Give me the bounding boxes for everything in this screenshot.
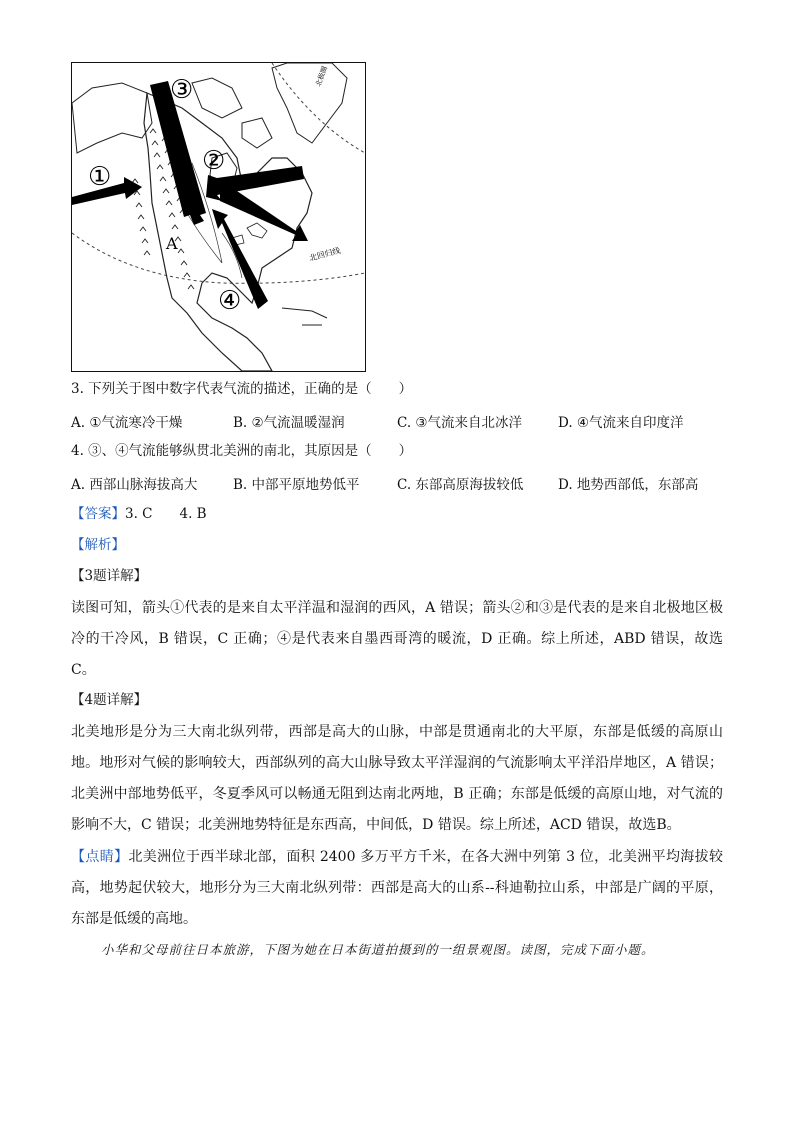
greenland-outline [272, 63, 347, 143]
question-3-option-a: A. ①气流寒冷干燥 [71, 415, 183, 431]
great-lakes-outline [232, 223, 267, 245]
arctic-islands-outline [192, 78, 272, 148]
question-3-stem: 3. 下列关于图中数字代表气流的描述，正确的是（ ） [71, 381, 413, 397]
north-america-airflow-map [71, 62, 366, 372]
answer-tag: 【答案】 [71, 506, 125, 522]
tip-tag: 【点睛】 [71, 849, 129, 865]
detail-4-text: 北美地形是分为三大南北纵列带，西部是高大的山脉，中部是贯通南北的大平原，东部是低缓的高原山地。地形对气候的影响较大，西部纵列的高大山脉导致太平洋湿润的气流影响太平洋沿岸地区，A 错误；北美洲中部地势低平，冬夏季风可以畅通无阻到达南北两地，B 正确；东部是低缓的高原山地，对气流的影响不大，C 错误；北美洲地势特征是东西高，中间低，D 错误。综上所述，ACD 错误，故选B。 [71, 724, 723, 833]
arrow-2b [220, 189, 308, 241]
caribbean-outline [282, 308, 327, 325]
question-4-option-b: B. 中部平原地势低平 [233, 477, 360, 493]
detail-3-heading: 【3题详解】 [71, 568, 148, 584]
detail-4-heading: 【4题详解】 [71, 692, 148, 708]
tip-text: 北美洲位于西半球北部，面积 2400 多万平方千米，在各大洲中列第 3 位，北美洲平均海拔较高，地势起伏较大，地形分为三大南北纵列带：西部是高大的山系--科迪勒拉山系，中部是广阔的平原，东部是低缓的高地。 [71, 849, 724, 927]
analysis-tag: 【解析】 [71, 537, 125, 553]
arrow-3-label: ③ [170, 75, 194, 105]
question-4-stem: 4. ③、④气流能够纵贯北美洲的南北，其原因是（ ） [71, 443, 413, 459]
arrow-1-label: ① [88, 162, 112, 192]
arrow-2-label: ② [202, 146, 226, 176]
question-3-option-c: C. ③气流来自北冰洋 [397, 415, 523, 431]
tip-paragraph [71, 842, 723, 935]
question-4-option-c: C. 东部高原海拔较低 [397, 477, 524, 493]
arrow-4-label: ④ [218, 286, 242, 316]
answer-text: 3. C 4. B [125, 506, 207, 522]
tropic-label: 北回归线 [308, 245, 342, 263]
region-a-label: A [166, 234, 178, 253]
arctic-circle-label: 北极圈 [314, 65, 330, 88]
question-4-option-d: D. 地势西部低，东部高 [558, 477, 699, 493]
alaska-outline [72, 83, 152, 153]
map-drawing [72, 63, 365, 371]
answer-line [71, 505, 207, 523]
next-question-intro: 小华和父母前往日本旅游，下图为她在日本街道拍摄到的一组景观图。读图，完成下面小题。 [101, 942, 655, 957]
question-3-option-d: D. ④气流来自印度洋 [558, 415, 684, 431]
detail-3-text: 读图可知，箭头①代表的是来自太平洋温和湿润的西风，A 错误；箭头②和③是代表的是来自北极地区极冷的干冷风，B 错误，C 正确；④是代表来自墨西哥湾的暖流，D 正确。综上所述，ABD 错误，故选C。 [71, 600, 723, 678]
question-3-option-b: B. ②气流温暖湿润 [233, 415, 345, 431]
question-4-option-a: A. 西部山脉海拔高大 [71, 477, 198, 493]
